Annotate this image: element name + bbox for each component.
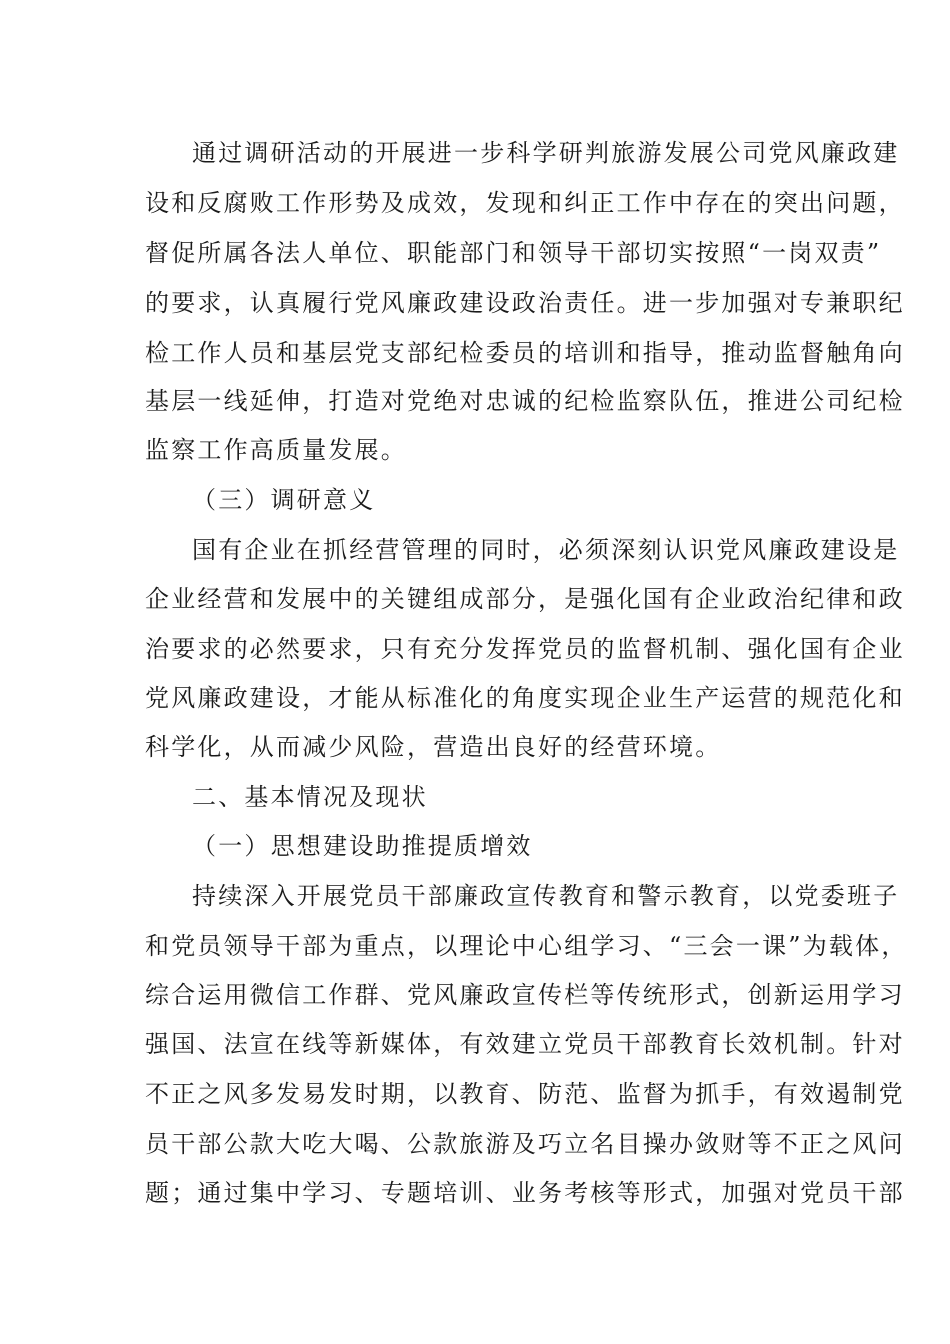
paragraph-1-line-6: 基层一线延伸，打造对党绝对忠诚的纪检监察队伍，推进公司纪检 xyxy=(145,387,905,415)
paragraph-2-line-4: 党风廉政建设，才能从标准化的角度实现企业生产运营的规范化和 xyxy=(145,684,905,712)
paragraph-2-line-5: 科学化，从而减少风险，营造出良好的经营环境。 xyxy=(145,733,722,761)
paragraph-3-line-7: 题；通过集中学习、专题培训、业务考核等形式，加强对党员干部 xyxy=(145,1179,905,1207)
section-heading-3: （三）调研意义 xyxy=(192,486,376,514)
paragraph-1-line-3: 督促所属各法人单位、职能部门和领导干部切实按照“一岗双责” xyxy=(145,239,882,267)
section-heading-1: （一）思想建设助推提质增效 xyxy=(192,832,533,860)
paragraph-2-line-2: 企业经营和发展中的关键组成部分，是强化国有企业政治纪律和政 xyxy=(145,585,905,613)
paragraph-3-line-6: 员干部公款大吃大喝、公款旅游及巧立名目操办敛财等不正之风问 xyxy=(145,1130,905,1158)
paragraph-1-line-7: 监察工作高质量发展。 xyxy=(145,436,407,464)
paragraph-1-line-4: 的要求，认真履行党风廉政建设政治责任。进一步加强对专兼职纪 xyxy=(145,289,905,317)
paragraph-2-line-1: 国有企业在抓经营管理的同时，必须深刻认识党风廉政建设是 xyxy=(192,536,900,564)
paragraph-3-line-5: 不正之风多发易发时期，以教育、防范、监督为抓手，有效遏制党 xyxy=(145,1080,905,1108)
paragraph-1-line-5: 检工作人员和基层党支部纪检委员的培训和指导，推动监督触角向 xyxy=(145,339,905,367)
paragraph-3-line-4: 强国、法宣在线等新媒体，有效建立党员干部教育长效机制。针对 xyxy=(145,1030,905,1058)
paragraph-2-line-3: 治要求的必然要求，只有充分发挥党员的监督机制、强化国有企业 xyxy=(145,635,905,663)
paragraph-3-line-1: 持续深入开展党员干部廉政宣传教育和警示教育，以党委班子 xyxy=(192,882,900,910)
paragraph-1-line-2: 设和反腐败工作形势及成效，发现和纠正工作中存在的突出问题， xyxy=(145,189,905,217)
paragraph-3-line-2: 和党员领导干部为重点，以理论中心组学习、“三会一课”为载体， xyxy=(145,932,908,960)
chapter-heading-2: 二、基本情况及现状 xyxy=(192,783,428,811)
paragraph-1-line-1: 通过调研活动的开展进一步科学研判旅游发展公司党风廉政建 xyxy=(192,139,900,167)
paragraph-3-line-3: 综合运用微信工作群、党风廉政宣传栏等传统形式，创新运用学习 xyxy=(145,981,905,1009)
